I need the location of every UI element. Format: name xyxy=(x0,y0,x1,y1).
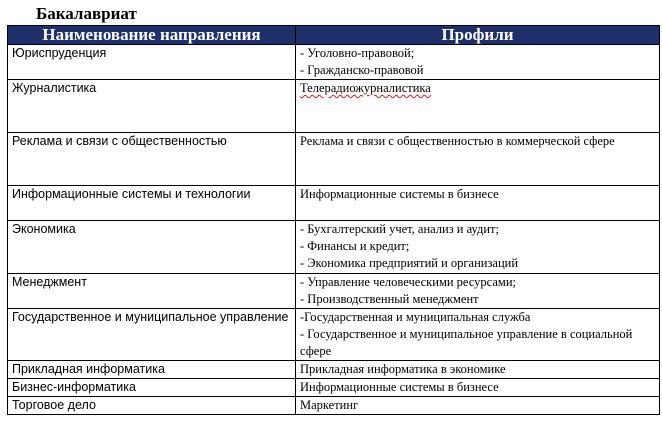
profile-line: -Государственная и муниципальная служба xyxy=(300,310,531,324)
profile-line: - Управление человеческими ресурсами; xyxy=(300,275,516,289)
profile-line: - Государственное и муниципальное управление в социальной сфере xyxy=(300,327,633,358)
column-header-name: Наименование направления xyxy=(8,26,296,45)
programs-table xyxy=(7,25,660,415)
direction-cell: Торговое дело xyxy=(8,397,296,415)
profile-line: - Уголовно-правовой; xyxy=(300,46,415,60)
table-row xyxy=(8,45,660,80)
table-row xyxy=(8,221,660,274)
direction-cell: Менеджмент xyxy=(8,274,296,309)
direction-cell: Экономика xyxy=(8,221,296,274)
table-row xyxy=(8,361,660,379)
direction-cell: Юриспруденция xyxy=(8,45,296,80)
profile-line: - Гражданско-правовой xyxy=(300,63,424,77)
profile-line: Телерадиожурналистика xyxy=(300,81,431,95)
profile-cell xyxy=(296,186,660,221)
direction-cell: Журналистика xyxy=(8,80,296,133)
profile-cell: Прикладная информатика в экономике xyxy=(296,361,660,379)
table-row xyxy=(8,397,660,415)
direction-cell: Государственное и муниципальное управление xyxy=(8,309,296,361)
profile-cell xyxy=(296,80,660,133)
profile-cell xyxy=(296,309,660,361)
profile-line: - Финансы и кредит; xyxy=(300,239,410,253)
profile-cell: Маркетинг xyxy=(296,397,660,415)
table-row xyxy=(8,309,660,361)
direction-cell: Бизнес-информатика xyxy=(8,379,296,397)
table-header-row xyxy=(8,26,660,45)
profile-cell xyxy=(296,45,660,80)
table-row xyxy=(8,133,660,186)
direction-cell: Информационные системы и технологии xyxy=(8,186,296,221)
profile-line: - Экономика предприятий и организаций xyxy=(300,256,519,270)
profile-line: Информационные системы в бизнесе xyxy=(300,187,499,201)
profile-line: - Производственный менеджмент xyxy=(300,292,479,306)
table-row xyxy=(8,379,660,397)
direction-cell: Прикладная информатика xyxy=(8,361,296,379)
profile-line: - Бухгалтерский учет, анализ и аудит; xyxy=(300,222,499,236)
column-header-profiles: Профили xyxy=(296,26,660,45)
profile-cell xyxy=(296,133,660,186)
table-row xyxy=(8,80,660,133)
profile-line: Реклама и связи с общественностью в коммерческой сфере xyxy=(300,134,615,148)
table-row xyxy=(8,186,660,221)
profile-cell xyxy=(296,274,660,309)
page-title: Бакалавриат xyxy=(36,4,137,23)
direction-cell: Реклама и связи с общественностью xyxy=(8,133,296,186)
profile-cell: Информационные системы в бизнесе xyxy=(296,379,660,397)
profile-cell xyxy=(296,221,660,274)
table-row xyxy=(8,274,660,309)
